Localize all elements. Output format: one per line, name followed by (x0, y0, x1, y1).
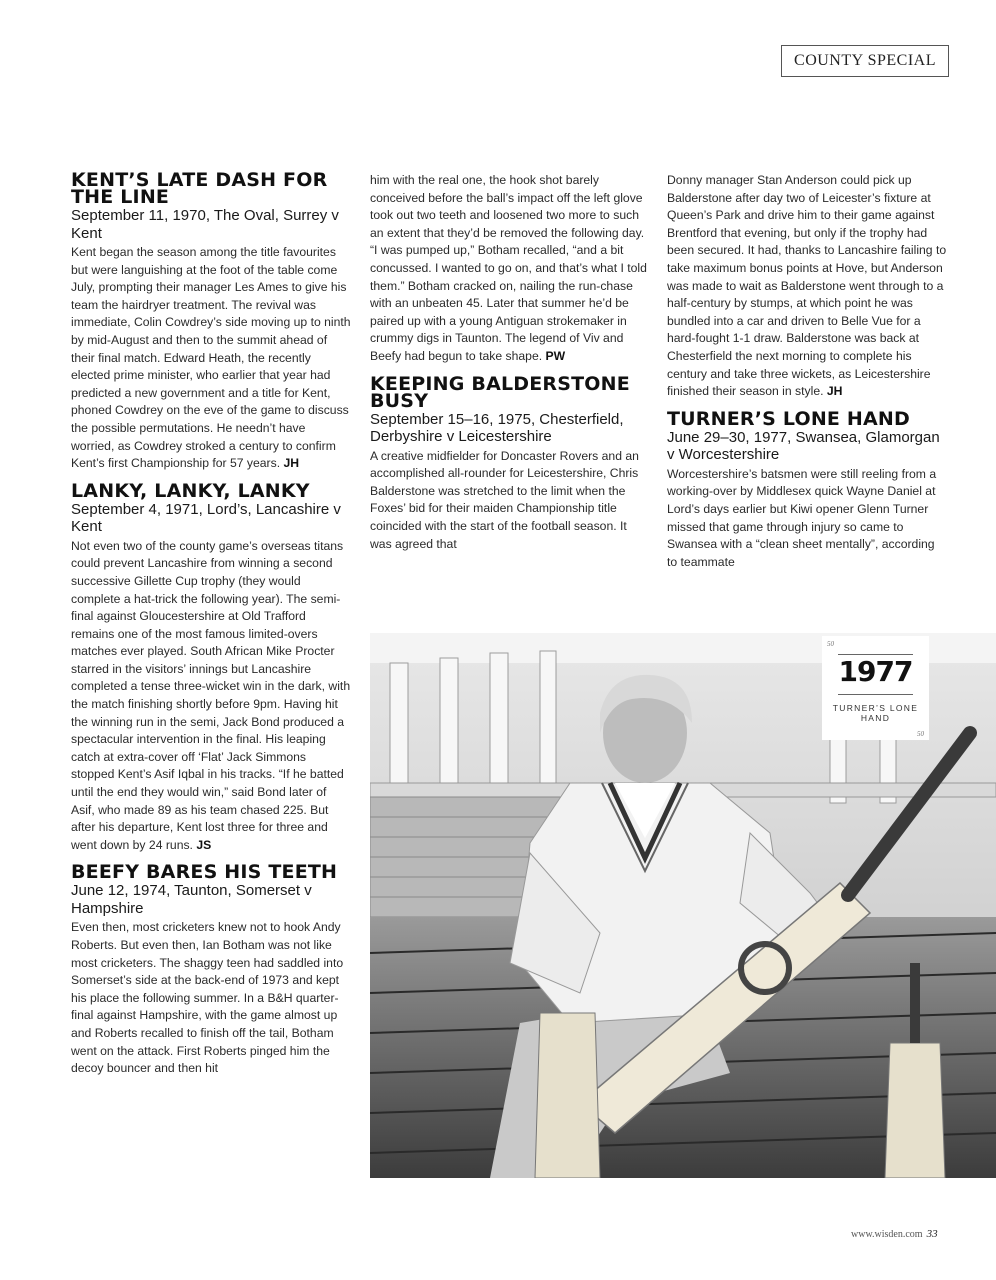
badge-label: TURNER’S LONE HAND (832, 703, 919, 723)
byline-initials: PW (545, 348, 566, 363)
headline-beefy: BEEFY BARES HIS TEETH (71, 861, 338, 884)
body-balderstone-part2 (667, 172, 947, 401)
subhead-kent: September 11, 1970, The Oval, Surrey v Kent (71, 207, 339, 242)
body-kent (71, 244, 351, 473)
page-footer (851, 1228, 938, 1240)
body-kent-text: Kent began the season among the title favourites but were languishing at the foot of the table come July, prompting their manager Les Ames to give his team the hairdryer treatment. The revival was immediate, Colin Cowdrey’s side moving up to ninth by mid-August and then to the summit ahead of their final match. Edward Heath, the recently elected prime minister, who earlier that year had predicted a new government and a title for Kent, phoned Cowdrey on the eve of the game to discuss the possible permutations. He needn’t have worried, as Cowdrey stroked a century to confirm Kent’s first Championship for 57 years. (71, 245, 351, 471)
body-lanky-text: Not even two of the county game’s overseas titans could prevent Lancashire from winning a second successive Gillette Cup trophy (they would complete a hat-trick the following year). The semi-final against Gloucestershire at Old Trafford remains one of the most famous limited-overs matches ever played. South African Mike Procter starred in the visitors’ innings but Lancashire completed a tense three-wicket win in the dark, with the match finishing shortly before 9pm. Having hit the winning run in the semi, Jack Bond produced a spectacular intervention in the final. His leaping catch at extra-cover off ‘Flat’ Jack Simmons stopped Kent’s Asif Iqbal in his tracks. “If he batted until the end they would win,” said Bond later of Asif, who made 89 as his team chased 225. But after his departure, Kent lost three for three and went down by 24 runs. (71, 538, 351, 852)
article-beefy-continued (370, 172, 650, 366)
body-balderstone-part1: A creative midfielder for Doncaster Rovers and an accomplished all-rounder for Leicestershire, Chris Balderstone was stretched to the limit when the Foxes’ bid for their maiden Championship title coincided with the start of the football season. It was agreed that (370, 448, 639, 551)
column-3 (667, 172, 947, 581)
column-2 (370, 172, 650, 563)
subhead-turner: June 29–30, 1977, Swansea, Glamorgan v Worcestershire (667, 428, 940, 464)
article-beefy (71, 861, 351, 1077)
article-lanky (71, 479, 351, 855)
article-kent (71, 169, 351, 473)
body-balderstone-part2-text: Donny manager Stan Anderson could pick up Balderstone after day two of Leicester’s fixture at Queen’s Park and drive him to their game against Brentford that evening, but only if the trophy had been secured. It had, thanks to Lancashire failing to take maximum bonus points at Hove, but Anderson was made to wait as Balderstone went through to a half-century by stumps, at which point he was bundled into a car and driven to Belle Vue for a hard-fought 1-1 draw. Balderstone was back at Chesterfield the next morning to complete his century and take three wickets, as Leicestershire finished their season in style. (667, 173, 947, 399)
subhead-balderstone: September 15–16, 1975, Chesterfield, Derbyshire v Leicestershire (370, 410, 624, 446)
section-tag: COUNTY SPECIAL (781, 45, 949, 77)
body-turner: Worcestershire’s batsmen were still reeling from a working-over by Middlesex quick Wayne Daniel at Lord’s days earlier but Kiwi opener Glenn Turner missed that game through injury so came to Swansea with a “clean sheet mentally”, according to teammate (667, 466, 937, 569)
badge-year: 1977 (838, 655, 913, 688)
article-balderstone-continued (667, 172, 947, 401)
badge-rule-bottom (838, 694, 913, 695)
byline-initials: JS (196, 837, 212, 852)
article-turner (667, 407, 947, 572)
headline-balderstone: KEEPING BALDERSTONE BUSY (370, 372, 630, 412)
badge-small-bottom: 50 (917, 730, 924, 738)
year-badge (822, 636, 929, 740)
byline-initials: JH (826, 384, 843, 399)
body-beefy-part2 (370, 172, 650, 366)
article-balderstone (370, 372, 650, 554)
page-number: 33 (926, 1228, 938, 1240)
badge-small-top: 50 (827, 640, 834, 648)
body-lanky (71, 538, 351, 855)
headline-turner: TURNER’S LONE HAND (667, 407, 911, 430)
headline-kent: KENT’S LATE DASH FOR THE LINE (71, 169, 328, 208)
footer-url: www.wisden.com (851, 1229, 923, 1240)
column-1 (71, 169, 351, 1088)
headline-lanky: LANKY, LANKY, LANKY (71, 479, 310, 502)
subhead-lanky: September 4, 1971, Lord’s, Lancashire v Kent (71, 500, 341, 536)
body-beefy-part1: Even then, most cricketers knew not to hook Andy Roberts. But even then, Ian Botham was not like most cricketers. The shaggy teen had saddled into Somerset’s side at the back-end of 1973 and kept his place the following summer. In a B&H quarter-final against Hampshire, with the game almost up and Roberts recalled to finish off the tail, Botham went on the attack. First Roberts pinged him the decoy bouncer and then hit (71, 920, 344, 1076)
byline-initials: JH (283, 456, 300, 471)
subhead-beefy: June 12, 1974, Taunton, Somerset v Hampshire (71, 882, 312, 917)
body-beefy-part2-text: him with the real one, the hook shot barely conceived before the ball’s impact off the left glove took out two teeth and loosened two more to such an extent that they’d be removed the following day. “I was pumped up,” Botham recalled, “and a bit concussed. I wanted to go on, and that’s what I told them.” Botham cracked on, nailing the run-chase with an unbeaten 45. Later that summer he’d be paired up with a young Antiguan strokemaker in crummy digs in Taunton. The legend of Viv and Beefy had begun to take shape. (370, 173, 647, 363)
